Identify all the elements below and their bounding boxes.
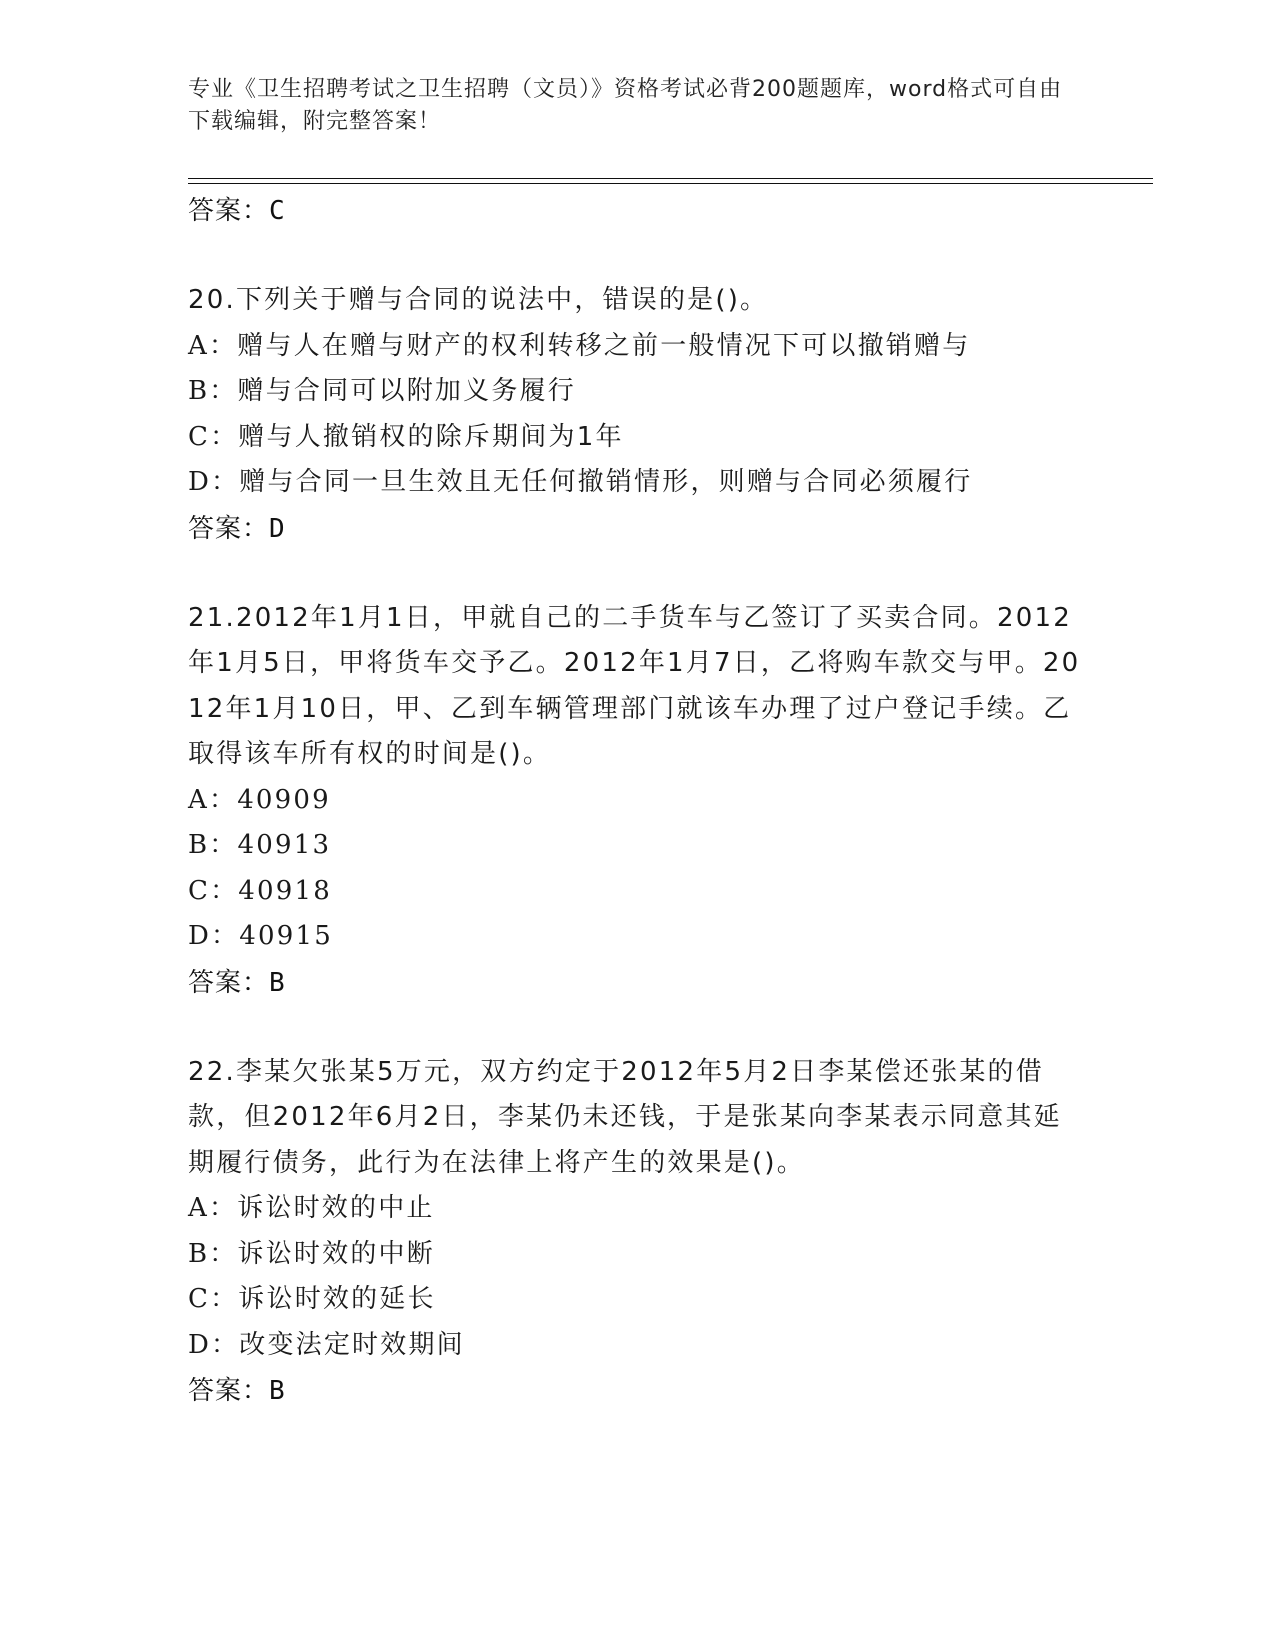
- option-b: [188, 1232, 1088, 1278]
- option-text: 改变法定时效期间: [239, 1329, 465, 1360]
- option-letter: C：: [188, 421, 239, 452]
- option-a: [188, 1186, 1088, 1232]
- answer-label: 答案：: [188, 196, 270, 226]
- option-letter: B：: [188, 1238, 238, 1269]
- option-text: 40918: [238, 875, 333, 906]
- option-text: 赠与人撤销权的除斥期间为1年: [238, 421, 624, 452]
- question-item: [188, 278, 1088, 552]
- answer-value: C: [269, 196, 286, 226]
- option-letter: C：: [188, 1284, 239, 1314]
- option-text: 赠与合同可以附加义务履行: [237, 376, 576, 406]
- option-text: 诉讼时效的中止: [237, 1193, 435, 1223]
- option-letter: D：: [188, 467, 240, 497]
- option-text: 诉讼时效的中断: [237, 1238, 435, 1269]
- answer-line: [188, 506, 1088, 552]
- option-b: [188, 823, 1088, 869]
- answer-line: [188, 1368, 1088, 1414]
- answer-value: D: [269, 513, 286, 544]
- answer-value: B: [269, 1376, 286, 1406]
- option-c: [188, 1277, 1088, 1323]
- answer-label: 答案：: [188, 967, 270, 998]
- option-text: 40913: [237, 830, 332, 860]
- option-a: [188, 324, 1088, 370]
- answer-value: B: [269, 967, 286, 998]
- question-stem: 20.下列关于赠与合同的说法中，错误的是()。: [188, 285, 769, 315]
- answer-line: [188, 188, 1088, 234]
- header-rule-bottom: [188, 183, 1153, 184]
- option-b: [188, 369, 1088, 415]
- question-stem: 21.2012年1月1日，甲就自己的二手货车与乙签订了买卖合同。2012年1月5日，甲将货车交予乙。2012年1月7日，乙将购车款交与甲。2012年1月10日，甲、乙到车辆管理部门就该车办理了过户登记手续。乙取得该车所有权的时间是()。: [188, 602, 1081, 769]
- option-letter: B：: [188, 830, 238, 860]
- option-letter: D：: [188, 921, 240, 951]
- option-text: 赠与合同一旦生效且无任何撤销情形，则赠与合同必须履行: [239, 467, 973, 497]
- option-c: [188, 415, 1088, 461]
- option-letter: B：: [188, 376, 238, 406]
- option-text: 40909: [237, 784, 331, 815]
- question-item: [188, 596, 1088, 1006]
- option-d: [188, 914, 1088, 960]
- option-a: [188, 778, 1088, 824]
- option-letter: A：: [188, 1193, 238, 1223]
- question-item: [188, 1050, 1088, 1415]
- answer-label: 答案：: [188, 1376, 270, 1406]
- option-text: 赠与人在赠与财产的权利转移之前一般情况下可以撤销赠与: [237, 330, 971, 361]
- option-letter: D：: [188, 1329, 240, 1360]
- header-rule-top: [188, 178, 1153, 179]
- answer-line: [188, 960, 1088, 1006]
- option-d: [188, 460, 1088, 506]
- question-stem: 22.李某欠张某5万元，双方约定于2012年5月2日李某偿还张某的借款，但2012年6月2日，李某仍未还钱，于是张某向李某表示同意其延期履行债务，此行为在法律上将产生的效果是()。: [188, 1056, 1062, 1178]
- option-letter: A：: [188, 330, 238, 361]
- page-header: 专业《卫生招聘考试之卫生招聘（文员）》资格考试必背200题题库，word格式可自由下载编辑，附完整答案！: [188, 77, 1063, 134]
- option-d: [188, 1323, 1088, 1369]
- option-text: 诉讼时效的延长: [238, 1284, 436, 1314]
- document-body: [188, 188, 1088, 1414]
- option-text: 40915: [239, 921, 333, 951]
- option-c: [188, 869, 1088, 915]
- answer-label: 答案：: [188, 513, 270, 544]
- option-letter: A：: [188, 784, 238, 815]
- option-letter: C：: [188, 875, 239, 906]
